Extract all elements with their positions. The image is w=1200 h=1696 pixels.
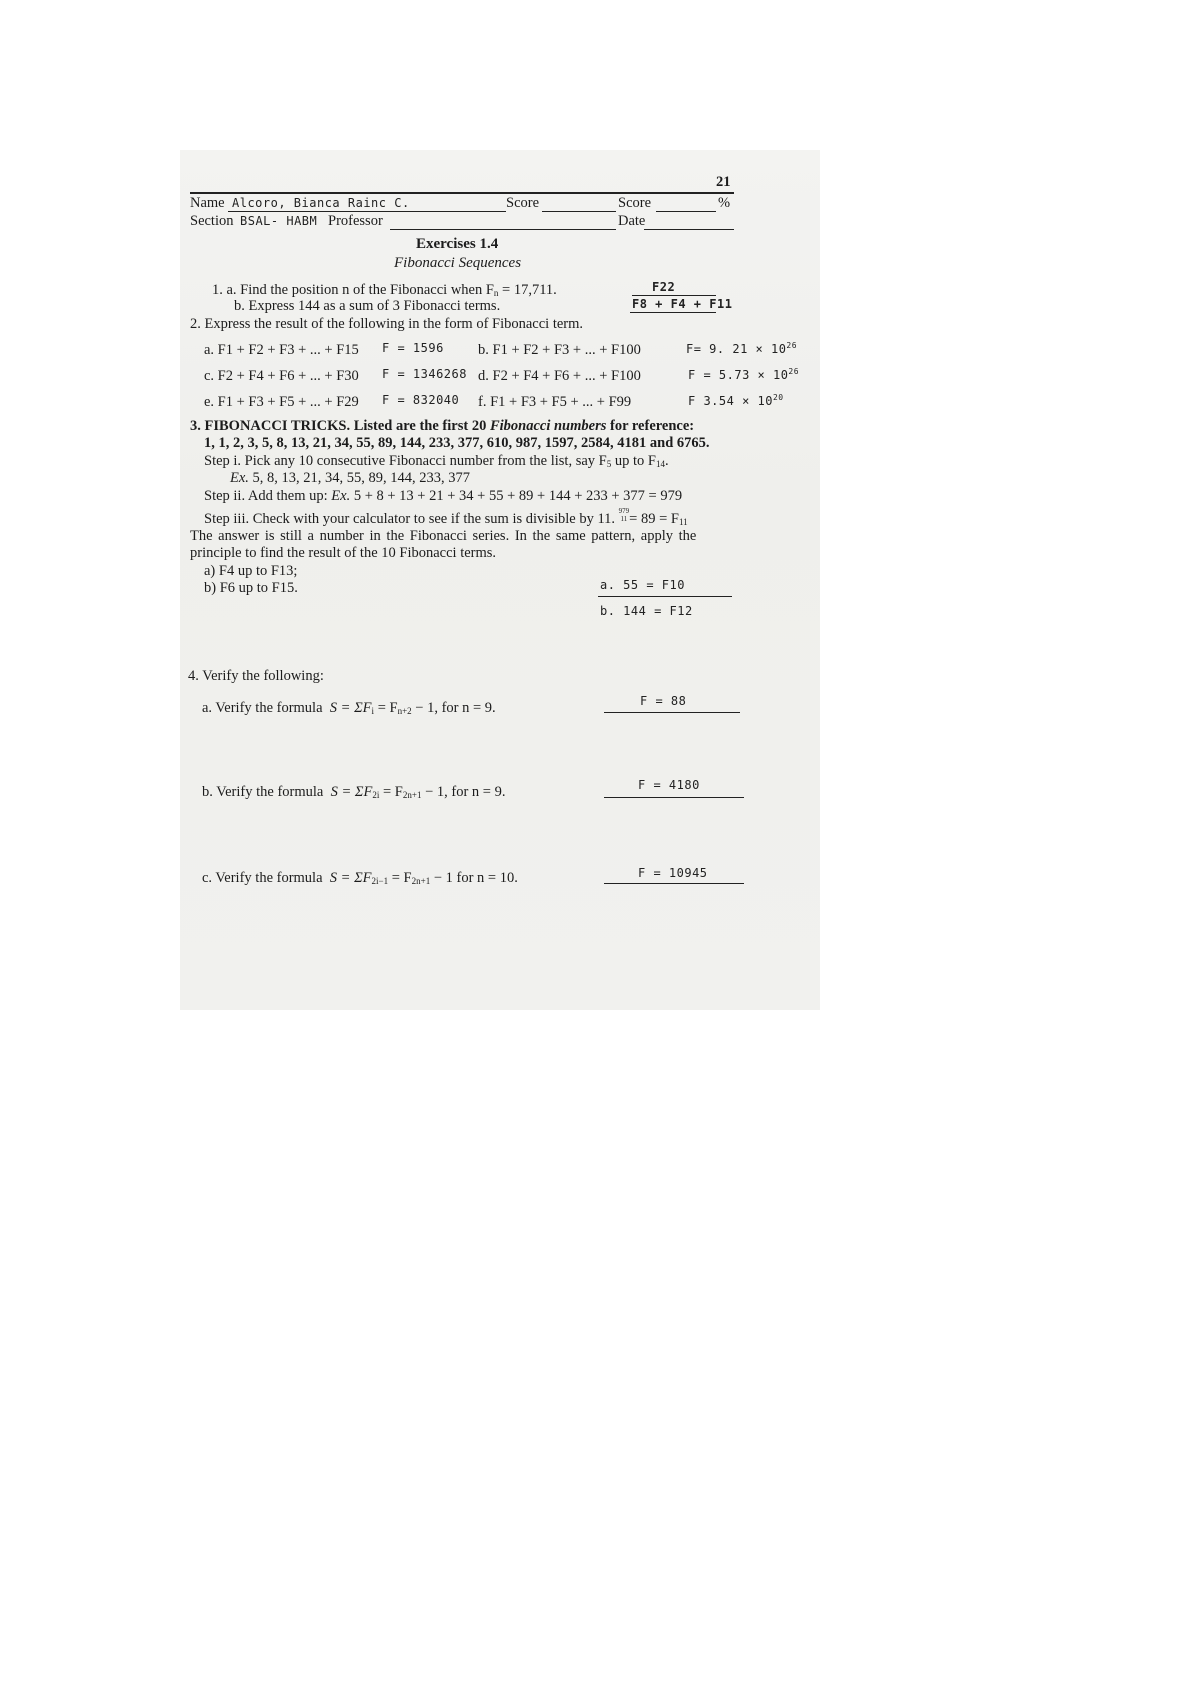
q2b-text: b. F1 + F2 + F3 + ... + F100	[478, 342, 641, 358]
q3-heading: 3. FIBONACCI TRICKS. Listed are the first 20 Fibonacci numbers for reference:	[190, 418, 695, 434]
q4c-text: c. Verify the formula $S = \Sigma F_{2i-1} = F_{2n+1} - 1$ for n = 10.	[202, 870, 518, 886]
q4a-text: a. Verify the formula $S = \Sigma F_i = F_{n+2} - 1$, for n = 9.	[202, 700, 496, 716]
professor-underline	[390, 229, 616, 230]
header-top-rule	[190, 192, 734, 194]
q2a-text: a. F1 + F2 + F3 + ... + F15	[204, 342, 359, 358]
q1b-answer: F8 + F4 + F11	[632, 297, 733, 311]
q4b-text: b. Verify the formula $S = \Sigma F_{2i} = F_{2n+1} - 1$, for n = 9.	[202, 784, 506, 800]
worksheet-page	[180, 150, 820, 1010]
percent-sign: %	[718, 195, 731, 211]
q4b-answer: F = 4180	[638, 778, 700, 792]
q3-step2: Step ii. Add them up: Ex. 5 + 8 + 13 + 21 + 34 + 55 + 89 + 144 + 233 + 377 = 979	[204, 488, 683, 504]
q3-paragraph-line-2: principle to find the result of the 10 Fibonacci terms.	[190, 545, 497, 561]
q1a-answer-line	[632, 295, 716, 296]
q3-step3: Step iii. Check with your calculator to see if the sum is divisible by 11. 979 $11 = 89 = F_{11}$	[204, 507, 688, 527]
q2e-answer: F = 832040	[382, 393, 460, 407]
name-underline	[228, 211, 506, 212]
q2c-text: c. F2 + F4 + F6 + ... + F30	[204, 368, 359, 384]
q3b-answer: b. 144 = F12	[600, 604, 693, 618]
q3-example-list: Ex. 5, 8, 13, 21, 34, 55, 89, 144, 233, 377	[230, 470, 471, 486]
q2d-answer: $F = 5.73 \times 10^{26}$	[688, 367, 800, 382]
q3a-text: a) F4 up to F13;	[204, 563, 298, 579]
q4-prompt: 4. Verify the following:	[188, 668, 324, 684]
name-label: Name	[190, 195, 225, 211]
q2f-text: f. F1 + F3 + F5 + ... + F99	[478, 394, 632, 410]
q4a-answer: F = 88	[640, 694, 687, 708]
q3a-answer-line	[598, 596, 732, 597]
exercise-title: Exercises 1.4	[416, 236, 499, 252]
q2f-answer: F $3.54 \times 10^{20}$	[688, 393, 784, 408]
professor-label: Professor	[328, 213, 383, 229]
q1b-answer-line	[630, 312, 716, 313]
score-underline	[542, 211, 616, 212]
date-label: Date	[618, 213, 646, 229]
q2-prompt: 2. Express the result of the following in the form of Fibonacci term.	[190, 316, 584, 332]
section-label: Section	[190, 213, 234, 229]
q2b-answer: F= 9. $21 \times 10^{26}$	[686, 341, 798, 356]
q3-step1: Step i. Pick any 10 consecutive Fibonacci number from the list, say $F_5$ up to $F_{14}$.	[204, 453, 669, 469]
exercise-subtitle: Fibonacci Sequences	[394, 255, 522, 271]
page-number: 21	[716, 174, 731, 190]
score-label: Score	[506, 195, 540, 211]
q2e-text: e. F1 + F3 + F5 + ... + F29	[204, 394, 359, 410]
q2c-answer: F = 1346268	[382, 367, 467, 381]
section-value: BSAL- HABM	[240, 214, 318, 228]
q3-paragraph-line-1: The answer is still a number in the Fibonacci series. In the same pattern, apply the	[190, 528, 697, 544]
q3b-text: b) F6 up to F15.	[204, 580, 298, 596]
q3-fibonacci-list: 1, 1, 2, 3, 5, 8, 13, 21, 34, 55, 89, 144, 233, 377, 610, 987, 1597, 2584, 4181 and 6765.	[204, 435, 710, 451]
name-value: Alcoro, Bianca Rainc C.	[232, 196, 410, 210]
score-percent-underline	[656, 211, 716, 212]
q2d-text: d. F2 + F4 + F6 + ... + F100	[478, 368, 641, 384]
q1a-text: 1. a. Find the position n of the Fibonacci when $F_n = 17,711$.	[212, 282, 557, 298]
q4c-answer: F = 10945	[638, 866, 708, 880]
q4b-answer-line	[604, 797, 744, 798]
date-underline	[644, 229, 734, 230]
score-label-2: Score	[618, 195, 652, 211]
q2a-answer: F = 1596	[382, 341, 444, 355]
q4c-answer-line	[604, 883, 744, 884]
q1a-answer: F22	[652, 280, 676, 294]
q1b-text: b. Express 144 as a sum of 3 Fibonacci terms.	[234, 298, 501, 314]
q3a-answer: a. 55 = F10	[600, 578, 685, 592]
q4a-answer-line	[604, 712, 740, 713]
